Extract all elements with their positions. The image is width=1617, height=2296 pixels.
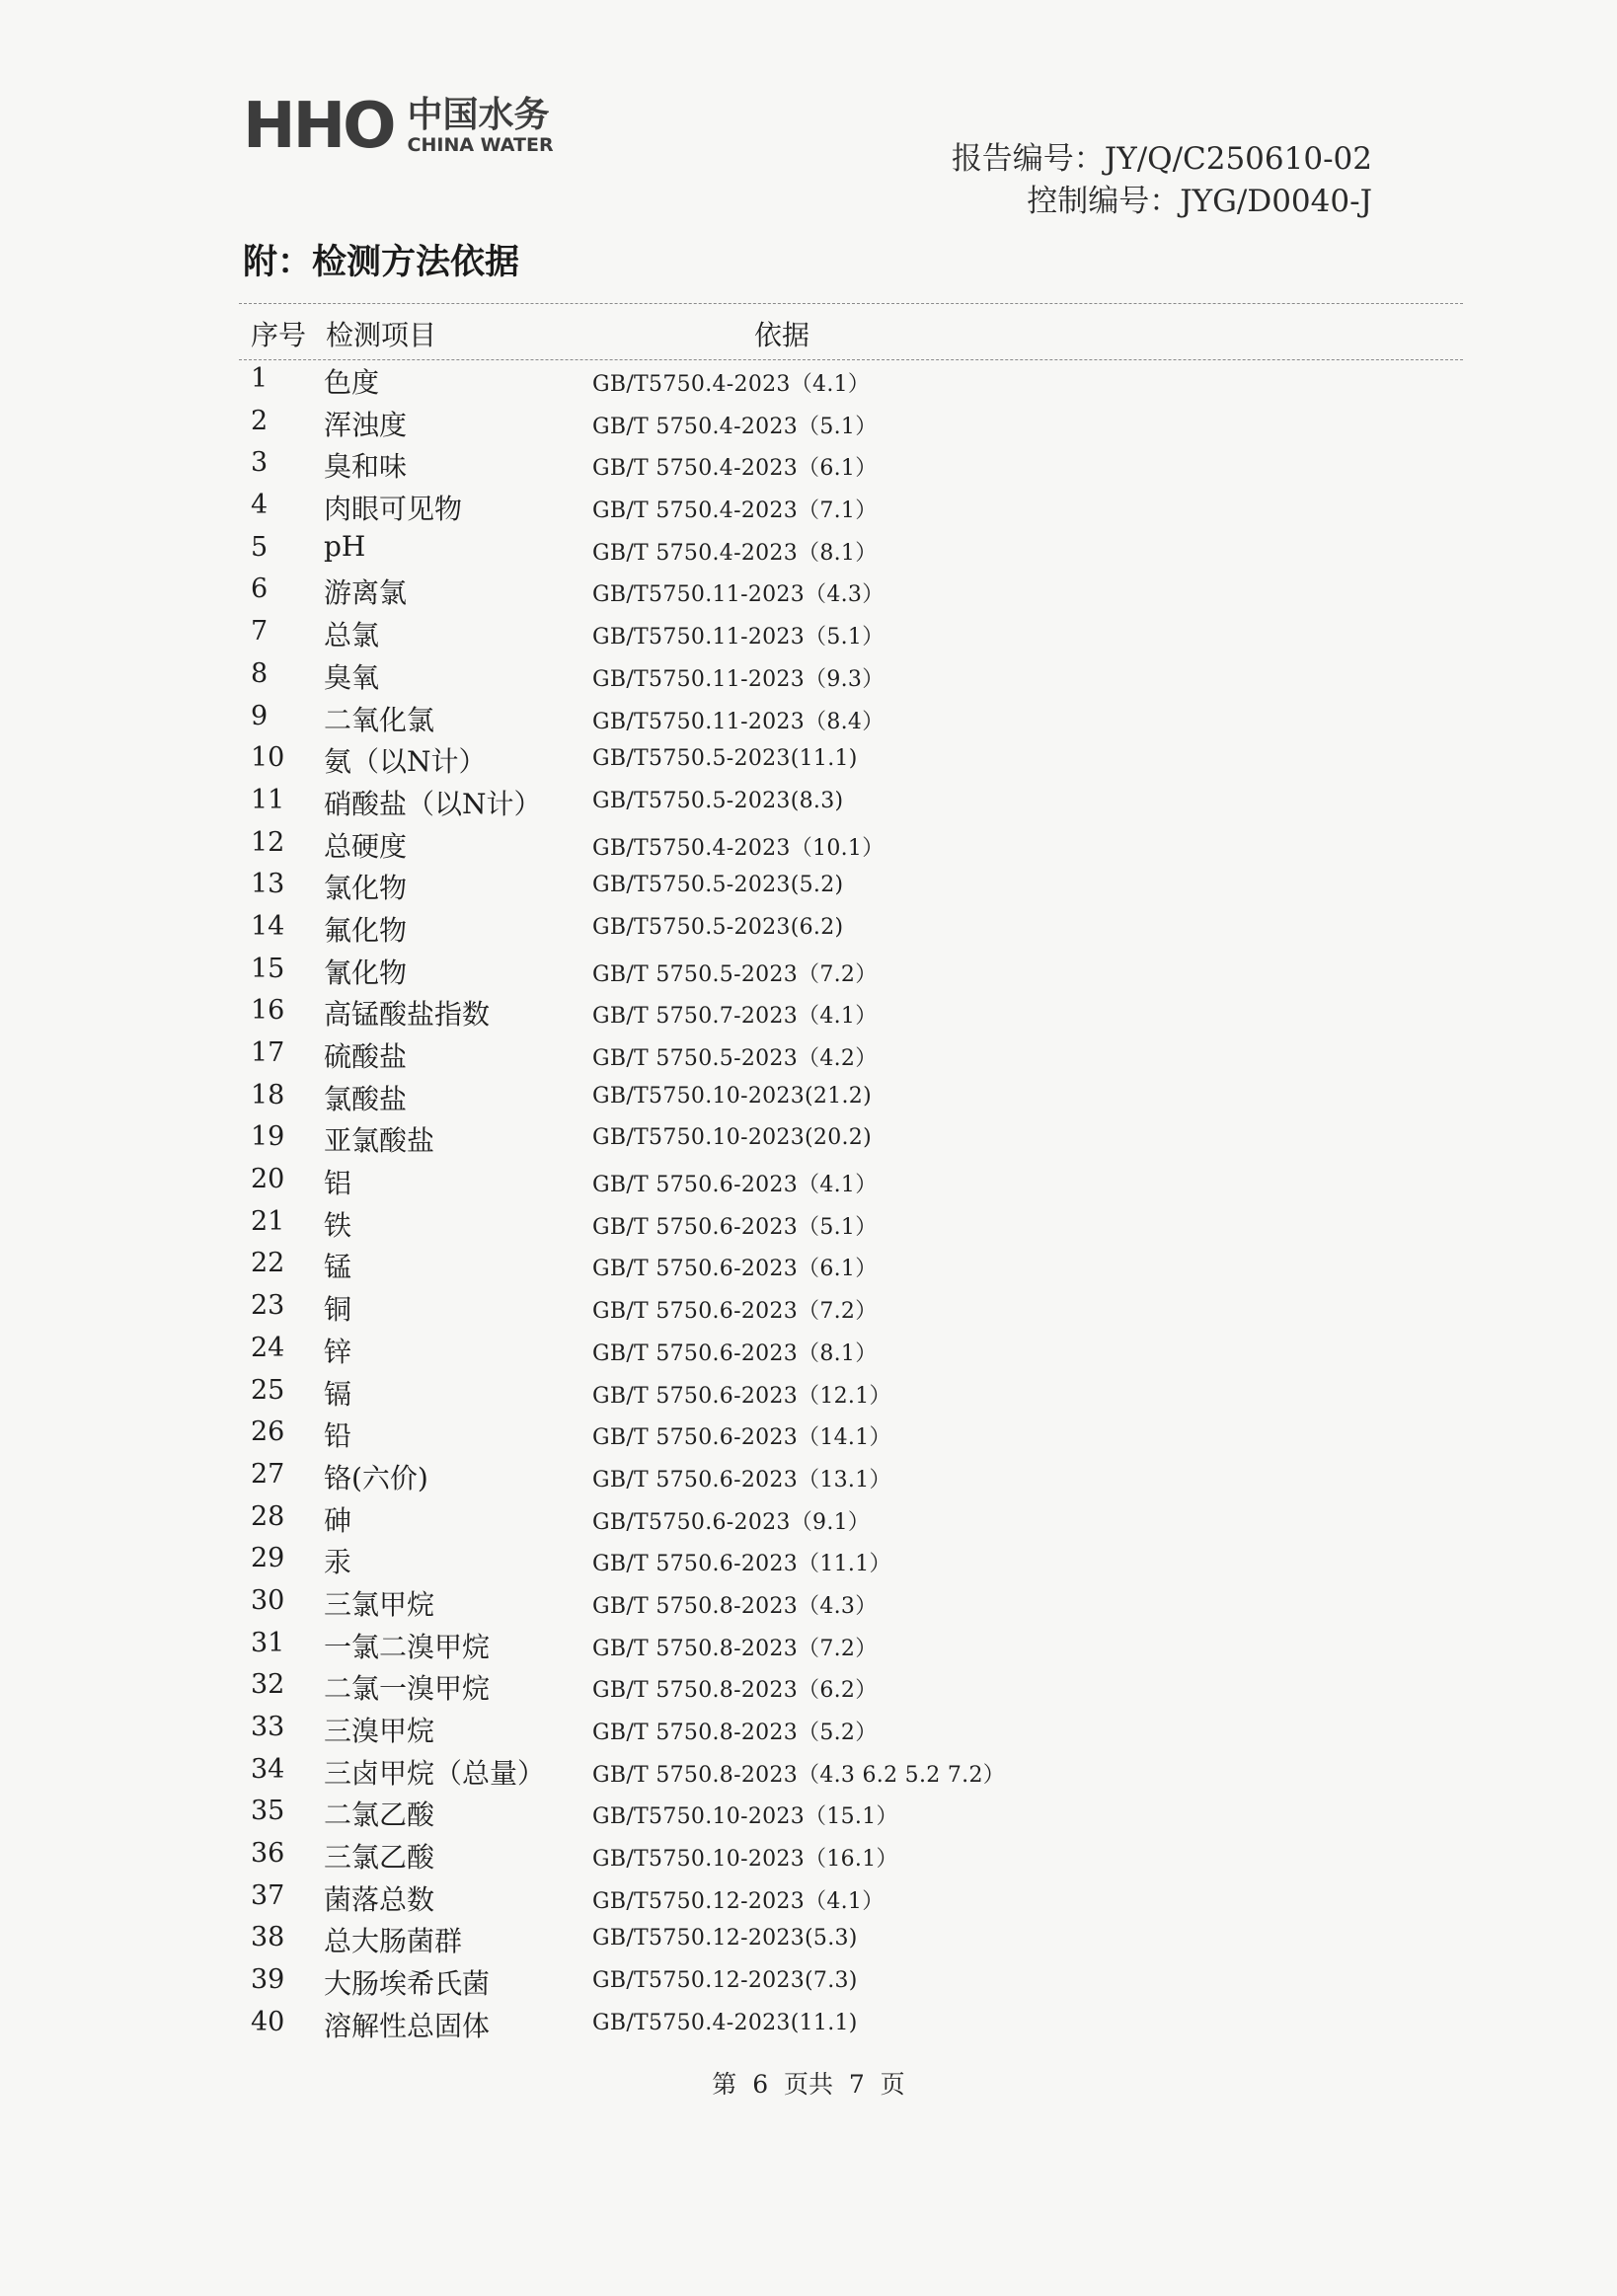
row-item: 高锰酸盐指数 bbox=[324, 998, 491, 1032]
table-row bbox=[239, 1667, 1463, 1710]
row-number: 37 bbox=[251, 1879, 285, 1911]
row-item: 氨（以N计） bbox=[324, 745, 487, 779]
method-table-body bbox=[239, 361, 1463, 2047]
control-number: 控制编号：JYG/D0040-J bbox=[1027, 184, 1372, 219]
header-item: 检测项目 bbox=[326, 319, 437, 351]
report-number: 报告编号：JY/Q/C250610-02 bbox=[951, 141, 1372, 177]
table-row bbox=[239, 530, 1463, 573]
table-row bbox=[239, 361, 1463, 404]
row-number: 40 bbox=[251, 2006, 285, 2037]
row-basis: GB/T 5750.6-2023（12.1） bbox=[592, 1383, 891, 1409]
row-basis: GB/T5750.10-2023(21.2) bbox=[592, 1083, 872, 1109]
row-item: 铝 bbox=[324, 1167, 352, 1200]
table-row bbox=[239, 1204, 1463, 1247]
row-number: 9 bbox=[251, 700, 269, 731]
row-number: 30 bbox=[251, 1584, 285, 1616]
table-row bbox=[239, 1119, 1463, 1162]
row-item: 总硬度 bbox=[324, 829, 408, 863]
row-number: 4 bbox=[251, 490, 269, 521]
row-item: 菌落总数 bbox=[324, 1882, 435, 1916]
logo-mark: HHO bbox=[243, 90, 394, 163]
table-header-rule bbox=[239, 359, 1463, 360]
row-number: 18 bbox=[251, 1079, 285, 1110]
table-top-rule bbox=[239, 303, 1463, 304]
table-row bbox=[239, 1415, 1463, 1457]
row-basis: GB/T 5750.6-2023（11.1） bbox=[592, 1552, 891, 1577]
row-item: 二氧化氯 bbox=[324, 703, 435, 736]
row-number: 24 bbox=[251, 1332, 285, 1363]
table-row bbox=[239, 1499, 1463, 1542]
table-row bbox=[239, 1920, 1463, 1962]
row-number: 7 bbox=[251, 616, 269, 648]
row-basis: GB/T5750.5-2023(5.2) bbox=[592, 873, 844, 898]
table-row bbox=[239, 445, 1463, 488]
row-number: 1 bbox=[251, 363, 269, 394]
row-basis: GB/T5750.4-2023(11.1) bbox=[592, 2010, 858, 2035]
row-number: 2 bbox=[251, 405, 269, 436]
logo-cn: 中国水务 bbox=[407, 95, 550, 136]
header-no: 序号 bbox=[251, 319, 307, 351]
row-number: 10 bbox=[251, 742, 285, 774]
table-row bbox=[239, 1794, 1463, 1836]
table-row bbox=[239, 783, 1463, 825]
row-basis: GB/T5750.10-2023（16.1） bbox=[592, 1847, 898, 1873]
row-item: 硫酸盐 bbox=[324, 1040, 408, 1073]
table-row bbox=[239, 1288, 1463, 1331]
row-number: 29 bbox=[251, 1543, 285, 1574]
row-basis: GB/T5750.12-2023(5.3) bbox=[592, 1926, 858, 1952]
table-row bbox=[239, 1878, 1463, 1921]
row-number: 5 bbox=[251, 531, 269, 563]
row-item: 游离氯 bbox=[324, 576, 408, 610]
row-number: 34 bbox=[251, 1753, 285, 1785]
table-row bbox=[239, 1626, 1463, 1668]
table-row bbox=[239, 656, 1463, 699]
row-item: 肉眼可见物 bbox=[324, 493, 463, 526]
row-basis: GB/T5750.12-2023（4.1） bbox=[592, 1888, 885, 1914]
row-basis: GB/T5750.10-2023（15.1） bbox=[592, 1804, 898, 1830]
row-number: 38 bbox=[251, 1922, 285, 1953]
row-basis: GB/T 5750.4-2023（5.1） bbox=[592, 414, 878, 439]
table-row bbox=[239, 1583, 1463, 1626]
row-item: 铜 bbox=[324, 1293, 352, 1327]
row-basis: GB/T5750.4-2023（10.1） bbox=[592, 835, 885, 861]
row-item: 铬(六价) bbox=[324, 1461, 428, 1494]
row-basis: GB/T5750.10-2023(20.2) bbox=[592, 1125, 872, 1151]
row-basis: GB/T 5750.6-2023（8.1） bbox=[592, 1340, 878, 1366]
table-header bbox=[239, 306, 1463, 355]
row-basis: GB/T5750.6-2023（9.1） bbox=[592, 1509, 871, 1535]
row-item: 一氯二溴甲烷 bbox=[324, 1630, 491, 1663]
row-item: 氟化物 bbox=[324, 913, 408, 947]
table-row bbox=[239, 867, 1463, 909]
row-number: 21 bbox=[251, 1205, 285, 1237]
row-basis: GB/T 5750.7-2023（4.1） bbox=[592, 1004, 878, 1030]
row-number: 32 bbox=[251, 1669, 285, 1701]
row-item: 大肠埃希氏菌 bbox=[324, 1967, 491, 2001]
row-item: 砷 bbox=[324, 1503, 352, 1537]
row-item: 三氯乙酸 bbox=[324, 1841, 435, 1875]
row-number: 14 bbox=[251, 910, 285, 942]
row-item: 镉 bbox=[324, 1377, 352, 1411]
page-footer: 第 6 页共 7 页 bbox=[712, 2070, 905, 2099]
row-number: 8 bbox=[251, 657, 269, 689]
row-basis: GB/T5750.11-2023（5.1） bbox=[592, 625, 885, 651]
row-item: 三卤甲烷（总量） bbox=[324, 1756, 546, 1790]
row-basis: GB/T 5750.4-2023（6.1） bbox=[592, 456, 878, 482]
row-item: 铅 bbox=[324, 1419, 352, 1453]
row-basis: GB/T 5750.5-2023（7.2） bbox=[592, 961, 878, 987]
table-row bbox=[239, 1710, 1463, 1752]
row-number: 35 bbox=[251, 1796, 285, 1827]
row-basis: GB/T 5750.6-2023（4.1） bbox=[592, 1173, 878, 1198]
row-basis: GB/T 5750.8-2023（6.2） bbox=[592, 1678, 878, 1704]
row-number: 22 bbox=[251, 1248, 285, 1279]
table-row bbox=[239, 1541, 1463, 1583]
row-number: 6 bbox=[251, 574, 269, 605]
row-item: 色度 bbox=[324, 366, 380, 399]
row-item: 溶解性总固体 bbox=[324, 2009, 491, 2042]
row-item: 臭氧 bbox=[324, 660, 380, 694]
row-number: 17 bbox=[251, 1037, 285, 1068]
row-basis: GB/T 5750.6-2023（14.1） bbox=[592, 1425, 891, 1451]
row-basis: GB/T5750.12-2023(7.3) bbox=[592, 1968, 858, 1994]
row-item: 锌 bbox=[324, 1335, 352, 1368]
row-basis: GB/T5750.5-2023(8.3) bbox=[592, 788, 844, 813]
row-number: 15 bbox=[251, 953, 285, 984]
table-row bbox=[239, 1962, 1463, 2005]
row-number: 16 bbox=[251, 995, 285, 1027]
table-row bbox=[239, 909, 1463, 952]
row-item: 二氯乙酸 bbox=[324, 1799, 435, 1832]
row-basis: GB/T 5750.6-2023（13.1） bbox=[592, 1467, 891, 1492]
table-row bbox=[239, 1078, 1463, 1120]
row-basis: GB/T5750.5-2023(11.1) bbox=[592, 746, 858, 772]
row-item: 亚氯酸盐 bbox=[324, 1124, 435, 1158]
row-item: pH bbox=[324, 529, 366, 563]
row-basis: GB/T 5750.8-2023（4.3） bbox=[592, 1593, 878, 1619]
section-title: 附：检测方法依据 bbox=[243, 243, 520, 282]
row-number: 11 bbox=[251, 784, 285, 815]
table-row bbox=[239, 699, 1463, 741]
row-item: 三氯甲烷 bbox=[324, 1587, 435, 1621]
table-row bbox=[239, 614, 1463, 656]
row-item: 氯化物 bbox=[324, 872, 408, 905]
row-item: 臭和味 bbox=[324, 450, 408, 484]
row-number: 26 bbox=[251, 1416, 285, 1448]
row-number: 20 bbox=[251, 1164, 285, 1195]
table-row bbox=[239, 404, 1463, 446]
row-number: 3 bbox=[251, 447, 269, 479]
header-basis: 依据 bbox=[754, 319, 810, 351]
row-number: 36 bbox=[251, 1838, 285, 1870]
row-basis: GB/T5750.4-2023（4.1） bbox=[592, 372, 871, 397]
row-number: 19 bbox=[251, 1121, 285, 1153]
row-number: 12 bbox=[251, 826, 285, 858]
table-row bbox=[239, 488, 1463, 530]
table-row bbox=[239, 2005, 1463, 2047]
row-basis: GB/T 5750.6-2023（5.1） bbox=[592, 1214, 878, 1240]
row-basis: GB/T 5750.4-2023（8.1） bbox=[592, 540, 878, 566]
table-row bbox=[239, 1373, 1463, 1416]
row-item: 汞 bbox=[324, 1546, 352, 1579]
row-item: 锰 bbox=[324, 1251, 352, 1284]
row-basis: GB/T 5750.8-2023（7.2） bbox=[592, 1636, 878, 1661]
table-row bbox=[239, 1035, 1463, 1078]
table-row bbox=[239, 572, 1463, 614]
row-item: 氰化物 bbox=[324, 956, 408, 989]
row-number: 33 bbox=[251, 1712, 285, 1742]
table-row bbox=[239, 1457, 1463, 1499]
row-item: 铁 bbox=[324, 1208, 352, 1242]
row-basis: GB/T5750.5-2023(6.2) bbox=[592, 914, 844, 940]
row-basis: GB/T 5750.6-2023（6.1） bbox=[592, 1257, 878, 1282]
table-row bbox=[239, 1752, 1463, 1795]
row-item: 三溴甲烷 bbox=[324, 1715, 435, 1747]
row-basis: GB/T5750.11-2023（8.4） bbox=[592, 709, 885, 734]
row-basis: GB/T5750.11-2023（4.3） bbox=[592, 582, 885, 608]
row-number: 27 bbox=[251, 1458, 285, 1490]
row-number: 39 bbox=[251, 1964, 285, 1996]
table-row bbox=[239, 1162, 1463, 1204]
row-number: 23 bbox=[251, 1290, 285, 1322]
logo-en: CHINA WATER bbox=[407, 133, 554, 156]
row-item: 总氯 bbox=[324, 619, 380, 652]
table-row bbox=[239, 825, 1463, 868]
table-row bbox=[239, 952, 1463, 994]
row-basis: GB/T 5750.6-2023（7.2） bbox=[592, 1299, 878, 1325]
table-row bbox=[239, 993, 1463, 1035]
table-row bbox=[239, 1331, 1463, 1373]
row-item: 浑浊度 bbox=[324, 408, 408, 441]
row-item: 硝酸盐（以N计） bbox=[324, 787, 542, 820]
row-number: 31 bbox=[251, 1627, 285, 1658]
row-number: 13 bbox=[251, 869, 285, 900]
logo-text bbox=[408, 97, 554, 156]
row-basis: GB/T 5750.8-2023（4.3 6.2 5.2 7.2） bbox=[592, 1762, 1006, 1788]
row-item: 总大肠菌群 bbox=[324, 1925, 463, 1958]
table-row bbox=[239, 740, 1463, 783]
row-basis: GB/T 5750.5-2023（4.2） bbox=[592, 1046, 878, 1071]
row-basis: GB/T5750.11-2023（9.3） bbox=[592, 666, 885, 692]
row-number: 28 bbox=[251, 1500, 285, 1532]
row-number: 25 bbox=[251, 1374, 285, 1406]
row-item: 氯酸盐 bbox=[324, 1082, 408, 1115]
row-item: 二氯一溴甲烷 bbox=[324, 1672, 491, 1706]
row-basis: GB/T 5750.8-2023（5.2） bbox=[592, 1721, 878, 1745]
row-basis: GB/T 5750.4-2023（7.1） bbox=[592, 498, 878, 524]
table-row bbox=[239, 1246, 1463, 1288]
table-row bbox=[239, 1836, 1463, 1878]
company-logo bbox=[243, 90, 554, 163]
